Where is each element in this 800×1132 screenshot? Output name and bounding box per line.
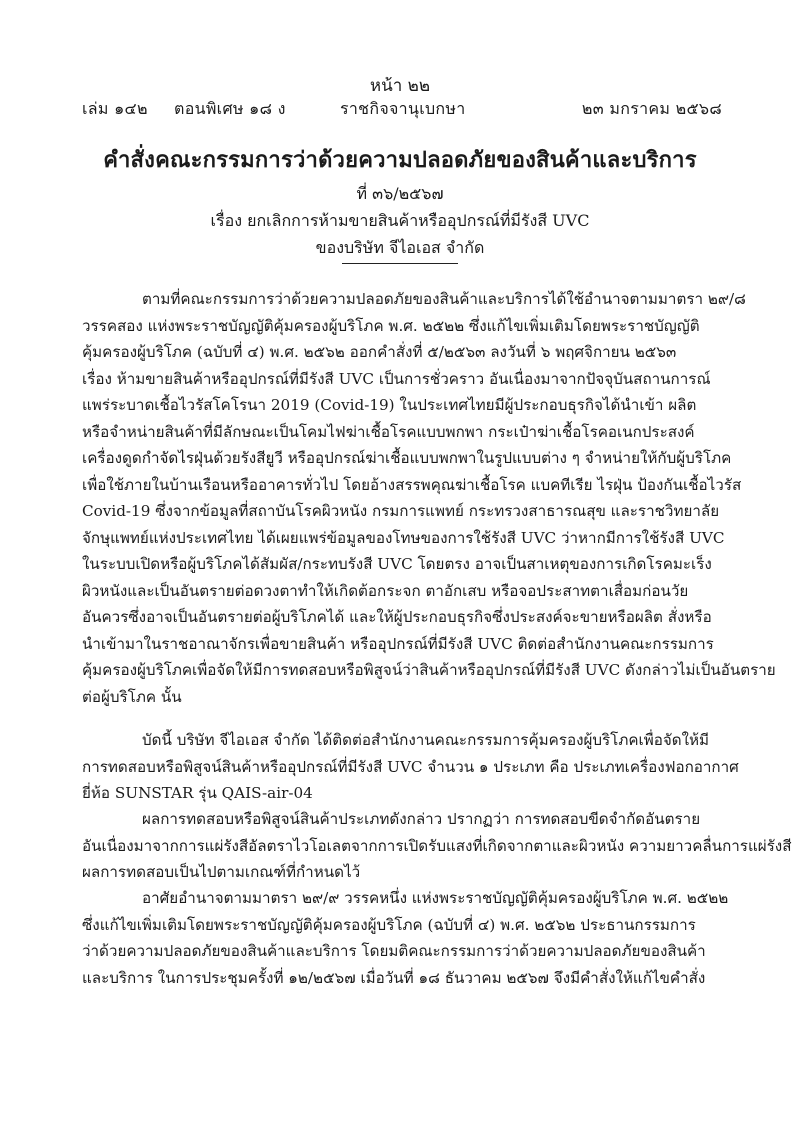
text-line: อาศัยอำนาจตามมาตรา ๒๙/๙ วรรคหนึ่ง แห่งพระราชบัญญัติคุ้มครองผู้บริโภค พ.ศ. ๒๕๒๒ bbox=[142, 889, 729, 907]
text-line: Covid-19 ซึ่งจากข้อมูลที่สถาบันโรคผิวหนัง กรมการแพทย์ กระทรวงสาธารณสุข และราชวิทยาลัย bbox=[82, 502, 720, 520]
text-line: ซึ่งแก้ไขเพิ่มเติมโดยพระราชบัญญัติคุ้มครองผู้บริโภค (ฉบับที่ ๔) พ.ศ. ๒๕๖๒ ประธานกรรมการ bbox=[82, 915, 696, 934]
text-line: เรื่อง ห้ามขายสินค้าหรืออุปกรณ์ที่มีรังสี UVC เป็นการชั่วคราว อันเนื่องมาจากปัจจุบันสถานการณ์ bbox=[82, 369, 711, 388]
text-line: บัดนี้ บริษัท จีไอเอส จำกัด ได้ติดต่อสำนักงานคณะกรรมการคุ้มครองผู้บริโภคเพื่อจัดให้มี bbox=[142, 731, 710, 749]
text-line: คุ้มครองผู้บริโภคเพื่อจัดให้มีการทดสอบหรือพิสูจน์ว่าสินค้าหรืออุปกรณ์ที่มีรังสี UVC ดังกล่าวไม่เป็นอันตราย bbox=[82, 661, 776, 679]
order-number: ที่ ๓๖/๒๕๖๗ bbox=[356, 184, 444, 203]
publication-date: ๒๓ มกราคม ๒๕๖๘ bbox=[581, 99, 722, 118]
text-line: ในระบบเปิดหรือผู้บริโภคได้สัมผัส/กระทบรังสี UVC โดยตรง อาจเป็นสาเหตุของการเกิดโรคมะเร็ง bbox=[82, 555, 712, 573]
text-line: ผลการทดสอบเป็นไปตามเกณฑ์ที่กำหนดไว้ bbox=[82, 863, 361, 881]
order-title: คำสั่งคณะกรรมการว่าด้วยความปลอดภัยของสินค้าและบริการ bbox=[103, 147, 697, 173]
text-line: หรือจำหน่ายสินค้าที่มีลักษณะเป็นโคมไฟฆ่าเชื้อโรคแบบพกพา กระเป๋าฆ่าเชื้อโรคอเนกประสงค์ bbox=[82, 422, 695, 441]
special-issue: ตอนพิเศษ ๑๘ ง bbox=[174, 99, 286, 118]
volume-number: เล่ม ๑๔๒ bbox=[82, 99, 148, 118]
text-line: ผิวหนังและเป็นอันตรายต่อดวงตาทำให้เกิดต้อกระจก ตาอักเสบ หรือจอประสาทตาเสื่อมก่อนวัย bbox=[82, 581, 689, 600]
text-line: อันเนื่องมาจากการแผ่รังสีอัลตราไวโอเลตจากการเปิดรับแสงที่เกิดจากตาและผิวหนัง ความยาวคลื่นการแผ่รังสี bbox=[82, 836, 792, 855]
paragraph-company-request bbox=[82, 727, 739, 807]
text-line: ต่อผู้บริโภค นั้น bbox=[82, 687, 182, 706]
company-name: ของบริษัท จีไอเอส จำกัด bbox=[315, 238, 485, 257]
text-line: ผลการทดสอบหรือพิสูจน์สินค้าประเภทดังกล่าว ปรากฏว่า การทดสอบขีดจำกัดอันตราย bbox=[142, 810, 701, 828]
page-number: หน้า ๒๒ bbox=[369, 76, 431, 96]
paragraph-legal-authority bbox=[82, 885, 729, 991]
text-line: นำเข้ามาในราชอาณาจักรเพื่อขายสินค้า หรืออุปกรณ์ที่มีรังสี UVC ติดต่อสำนักงานคณะกรรมการ bbox=[82, 634, 714, 653]
text-line: ว่าด้วยความปลอดภัยของสินค้าและบริการ โดยมติคณะกรรมการว่าด้วยความปลอดภัยของสินค้า bbox=[82, 942, 706, 960]
paragraph-background bbox=[82, 286, 776, 710]
gazette-name: ราชกิจจานุเบกษา bbox=[340, 99, 466, 118]
text-line: วรรคสอง แห่งพระราชบัญญัติคุ้มครองผู้บริโภค พ.ศ. ๒๕๒๒ ซึ่งแก้ไขเพิ่มเติมโดยพระราชบัญญัติ bbox=[82, 316, 700, 335]
text-line: อันควรซึ่งอาจเป็นอันตรายต่อผู้บริโภคได้ และให้ผู้ประกอบธุรกิจซึ่งประสงค์จะขายหรือผลิต สั่งหรือ bbox=[82, 608, 712, 626]
text-line: เครื่องดูดกำจัดไรฝุ่นด้วยรังสียูวี หรืออุปกรณ์ฆ่าเชื้อแบบพกพาในรูปแบบต่าง ๆ จำหน่ายให้กับผู้บริโภค bbox=[82, 449, 732, 467]
text-line: ยี่ห้อ SUNSTAR รุ่น QAIS-air-04 bbox=[82, 784, 313, 802]
text-line: จักษุแพทย์แห่งประเทศไทย ได้เผยแพร่ข้อมูลของโทษของการใช้รังสี UVC ว่าหากมีการใช้รังสี UVC bbox=[82, 528, 725, 547]
title-divider bbox=[342, 263, 458, 264]
order-subject: เรื่อง ยกเลิกการห้ามขายสินค้าหรืออุปกรณ์ที่มีรังสี UVC bbox=[210, 211, 590, 230]
text-line: การทดสอบหรือพิสูจน์สินค้าหรืออุปกรณ์ที่มีรังสี UVC จำนวน ๑ ประเภท คือ ประเภทเครื่องฟอกอากาศ bbox=[82, 757, 739, 776]
text-line: และบริการ ในการประชุมครั้งที่ ๑๒/๒๕๖๗ เมื่อวันที่ ๑๘ ธันวาคม ๒๕๖๗ จึงมีคำสั่งให้แก้ไขคำสั่ง bbox=[82, 968, 706, 987]
paragraph-test-results bbox=[82, 806, 792, 886]
gazette-header bbox=[82, 97, 722, 121]
text-line: คุ้มครองผู้บริโภค (ฉบับที่ ๔) พ.ศ. ๒๕๖๒ ออกคำสั่งที่ ๕/๒๕๖๓ ลงวันที่ ๖ พฤศจิกายน ๒๕๖๓ bbox=[82, 343, 677, 361]
text-line: แพร่ระบาดเชื้อไวรัสโคโรนา 2019 (Covid-19) ในประเทศไทยมีผู้ประกอบธุรกิจได้นำเข้า ผลิต bbox=[82, 396, 697, 414]
text-line: ตามที่คณะกรรมการว่าด้วยความปลอดภัยของสินค้าและบริการได้ใช้อำนาจตามมาตรา ๒๙/๘ bbox=[142, 290, 746, 308]
text-line: เพื่อใช้ภายในบ้านเรือนหรืออาคารทั่วไป โดยอ้างสรรพคุณฆ่าเชื้อโรค แบคทีเรีย ไรฝุ่น ป้องกันเชื้อไวรัส bbox=[82, 475, 742, 494]
